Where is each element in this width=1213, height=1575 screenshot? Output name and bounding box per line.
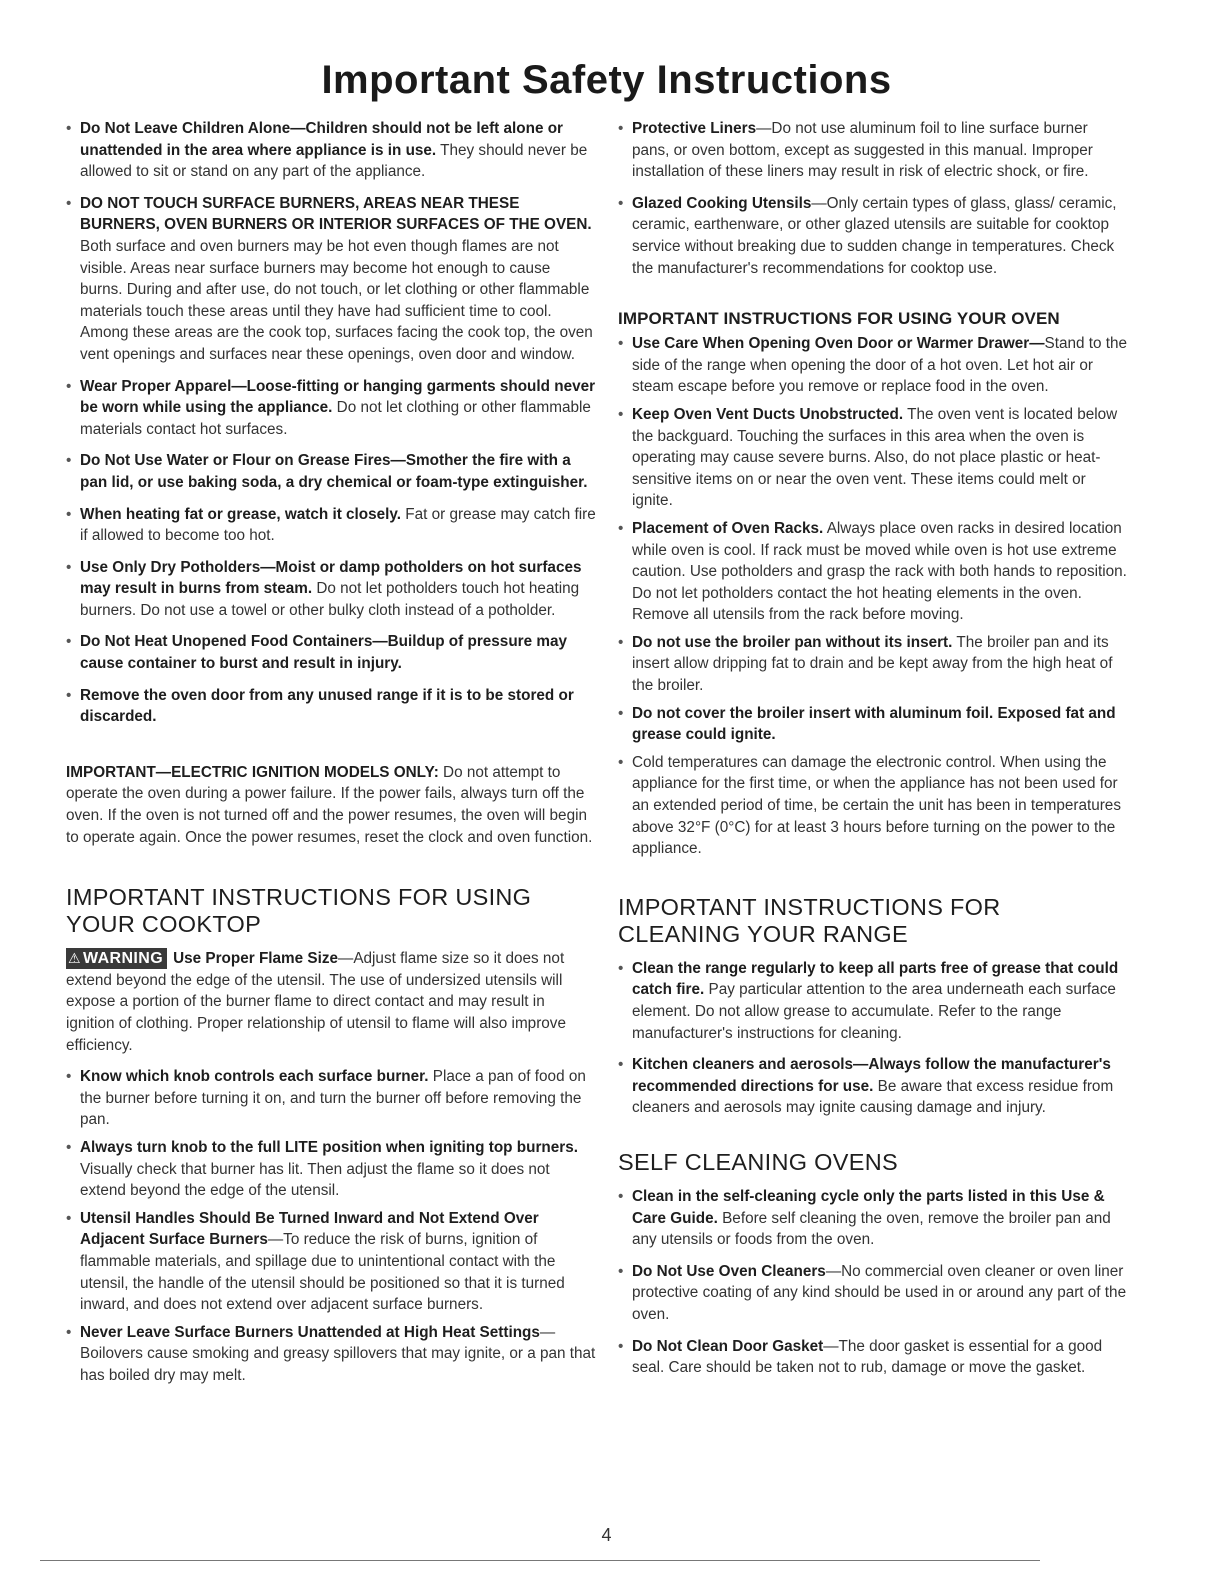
left-column	[66, 118, 596, 1393]
list-item: • Do not cover the broiler insert with aluminum foil. Exposed fat and grease could ignite.	[618, 703, 1128, 746]
self-cleaning-heading: SELF CLEANING OVENS	[618, 1148, 898, 1175]
cleaning-section	[618, 894, 1128, 1119]
oven-section	[618, 309, 1128, 860]
warning-triangle-icon: ⚠	[68, 950, 81, 967]
right-column	[618, 118, 1128, 1389]
self-cleaning-section	[618, 1149, 1128, 1379]
list-item: • Do Not Heat Unopened Food Containers—Buildup of pressure may cause container to burst and result in injury.	[66, 631, 596, 674]
list-item: • Do Not Leave Children Alone—Children should not be left alone or unattended in the area where appliance is in use. They should never be allowed to sit or stand on any part of the appliance.	[66, 118, 596, 183]
list-item: • When heating fat or grease, watch it closely. Fat or grease may catch fire if allowed to become too hot.	[66, 504, 596, 547]
list-item: • Keep Oven Vent Ducts Unobstructed. The oven vent is located below the backguard. Touching the surfaces in this area when the oven is operating may cause severe burns. Also, do not place plastic or heat-sensitive items on or near the oven vent. These items could melt or ignite.	[618, 404, 1128, 512]
list-item: • Do Not Use Oven Cleaners—No commercial oven cleaner or oven liner protective coating of any kind should be used in or around any part of the oven.	[618, 1261, 1128, 1326]
electric-ignition-note: IMPORTANT—ELECTRIC IGNITION MODELS ONLY: Do not attempt to operate the oven during a power failure. If the power fails, always turn off the oven. If the oven is not turned off and the power resumes, the oven will begin to operate again. Once the power resumes, reset the clock and oven function.	[66, 763, 593, 846]
list-item: • DO NOT TOUCH SURFACE BURNERS, AREAS NEAR THESE BURNERS, OVEN BURNERS OR INTERIOR SURFACES OF THE OVEN. Both surface and oven burners may be hot even though flames are not visible. Areas near surface burners may become hot enough to cause burns. During and after use, do not touch, or let clothing or other flammable materials touch these areas until they have had sufficient time to cool. Among these areas are the cook top, surfaces facing the cook top, the oven vent openings and surfaces near these openings, oven door and window.	[66, 193, 596, 366]
cooktop-heading: IMPORTANT INSTRUCTIONS FOR USING YOUR COOKTOP	[66, 884, 532, 938]
list-item: • Remove the oven door from any unused range if it is to be stored or discarded.	[66, 685, 596, 728]
list-item: • Never Leave Surface Burners Unattended at High Heat Settings—Boilovers cause smoking and greasy spillovers that may ignite, or a pan that has boiled dry may melt.	[66, 1322, 596, 1387]
page-title: Important Safety Instructions	[321, 58, 892, 102]
list-item: • Always turn knob to the full LITE position when igniting top burners. Visually check that burner has lit. Then adjust the flame so it does not extend beyond the edge of the utensil.	[66, 1137, 596, 1202]
list-item: • Use Only Dry Potholders—Moist or damp potholders on hot surfaces may result in burns from steam. Do not let potholders touch hot heating burners. Do not use a towel or other bulky cloth instead of a potholder.	[66, 557, 596, 622]
list-item: • Do Not Clean Door Gasket—The door gasket is essential for a good seal. Care should be taken not to rub, damage or move the gasket.	[618, 1336, 1128, 1379]
cooktop-section	[66, 884, 596, 1386]
list-item: • Do Not Use Water or Flour on Grease Fires—Smother the fire with a pan lid, or use baking soda, a dry chemical or foam-type extinguisher.	[66, 450, 596, 493]
page-number: 4	[601, 1525, 612, 1545]
list-item: • Wear Proper Apparel—Loose-fitting or hanging garments should never be worn while using the appliance. Do not let clothing or other flammable materials contact hot surfaces.	[66, 376, 596, 441]
oven-list	[618, 333, 1128, 860]
self-cleaning-list	[618, 1186, 1128, 1379]
cooktop-list	[66, 1066, 596, 1386]
list-item: • Cold temperatures can damage the electronic control. When using the appliance for the first time, or when the appliance has not been used for an extended period of time, be certain the unit has been in temperatures above 32°F (0°C) for at least 3 hours before turning on the power to the appliance.	[618, 752, 1128, 860]
warning-paragraph: ⚠ WARNING Use Proper Flame Size—Adjust flame size so it does not extend beyond the edge of the utensil. The use of undersized utensils will expose a portion of the burner flame to direct contact and may result in ignition of clothing. Proper relationship of utensil to flame will also improve efficiency.	[66, 950, 566, 1054]
utensil-safety-list	[618, 118, 1128, 279]
list-item: • Use Care When Opening Oven Door or Warmer Drawer—Stand to the side of the range when opening the door of a hot oven. Let hot air or steam escape before you remove or replace food in the oven.	[618, 333, 1128, 398]
list-item: • Know which knob controls each surface burner. Place a pan of food on the burner before turning it on, and turn the burner off before removing the pan.	[66, 1066, 596, 1131]
cleaning-heading: IMPORTANT INSTRUCTIONS FOR CLEANING YOUR RANGE	[618, 893, 1001, 947]
list-item: • Clean in the self-cleaning cycle only the parts listed in this Use & Care Guide. Before self cleaning the oven, remove the broiler pan and any utensils or foods from the oven.	[618, 1186, 1128, 1251]
list-item: • Clean the range regularly to keep all parts free of grease that could catch fire. Pay particular attention to the area underneath each surface element. Do not allow grease to accumulate. Refer to the range manufacturer's instructions for cleaning.	[618, 958, 1128, 1044]
list-item: • Placement of Oven Racks. Always place oven racks in desired location while oven is cool. If rack must be moved while oven is hot use extreme caution. Use potholders and grasp the rack with both hands to reposition. Do not let potholders contact the hot heating elements in the oven. Remove all utensils from the rack before moving.	[618, 518, 1128, 626]
cleaning-list	[618, 958, 1128, 1119]
list-item: • Utensil Handles Should Be Turned Inward and Not Extend Over Adjacent Surface Burners—To reduce the risk of burns, ignition of flammable materials, and spillage due to unintentional contact with the utensil, the handle of the utensil should be positioned so that it is turned inward, and does not extend over adjacent surface burners.	[66, 1208, 596, 1316]
list-item: • Do not use the broiler pan without its insert. The broiler pan and its insert allow dripping fat to drain and be kept away from the high heat of the broiler.	[618, 632, 1128, 697]
list-item: • Glazed Cooking Utensils—Only certain types of glass, glass/ ceramic, ceramic, earthenware, or other glazed utensils are suitable for cooktop service without breaking due to sudden change in temperatures. Check the manufacturer's recommendations for cooktop use.	[618, 193, 1128, 279]
list-item: • Kitchen cleaners and aerosols—Always follow the manufacturer's recommended directions for use. Be aware that excess residue from cleaners and aerosols may ignite causing damage and injury.	[618, 1054, 1128, 1119]
bottom-rule	[40, 1560, 1040, 1561]
warning-badge: ⚠ WARNING	[66, 948, 167, 969]
general-safety-list	[66, 118, 596, 728]
list-item: • Protective Liners—Do not use aluminum foil to line surface burner pans, or oven bottom, except as suggested in this manual. Improper installation of these liners may result in risk of electric shock, or fire.	[618, 118, 1128, 183]
oven-heading: IMPORTANT INSTRUCTIONS FOR USING YOUR OVEN	[618, 309, 1060, 329]
